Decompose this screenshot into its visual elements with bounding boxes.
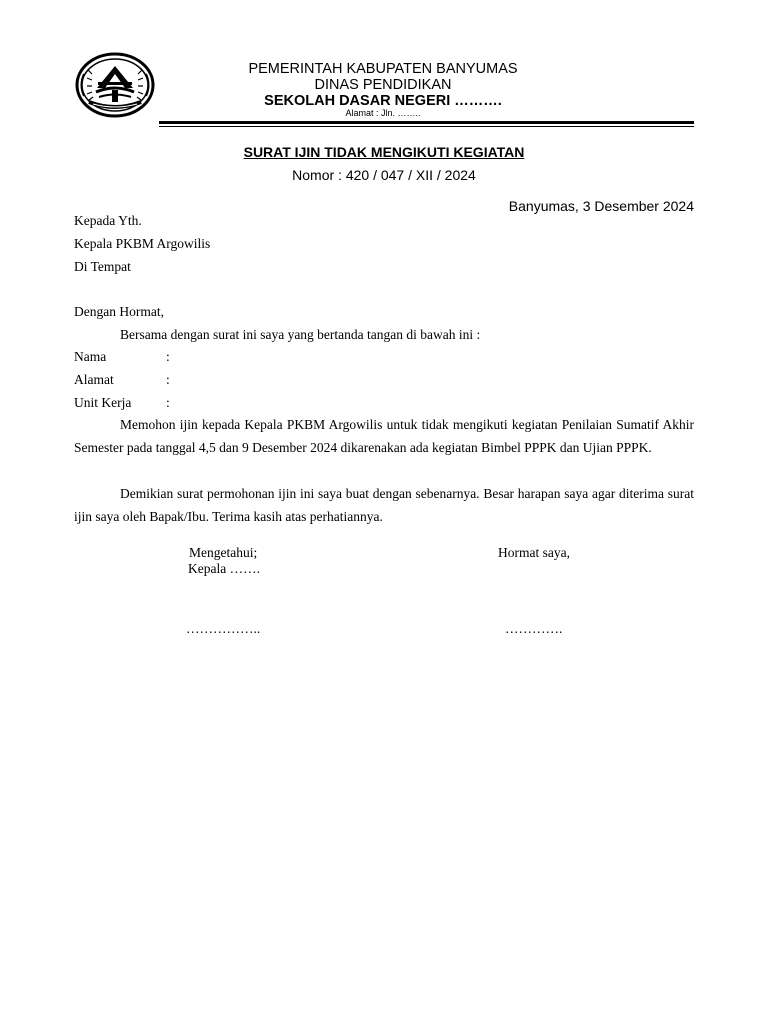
opening-sentence: Bersama dengan surat ini saya yang bertanda tangan di bawah ini : <box>120 327 481 342</box>
field-unit-kerja-label: Unit Kerja <box>74 395 132 410</box>
letterhead-government-name: PEMERINTAH KABUPATEN BANYUMAS <box>248 61 518 77</box>
principal-title: Kepala ……. <box>188 561 260 576</box>
letter-title: SURAT IJIN TIDAK MENGIKUTI KEGIATAN <box>243 144 525 160</box>
letter-place-date: Banyumas, 3 Desember 2024 <box>508 198 694 214</box>
field-alamat-label: Alamat <box>74 372 114 387</box>
principal-signature-name: …………….. <box>186 621 261 636</box>
field-nama-separator: : <box>166 349 170 364</box>
sender-signature-name: …………. <box>505 621 563 636</box>
recipient-line-1: Kepada Yth. <box>74 213 142 228</box>
banyumas-regency-emblem-icon <box>75 52 155 118</box>
letter-number: Nomor : 420 / 047 / XII / 2024 <box>292 167 476 183</box>
letterhead-school-name: SEKOLAH DASAR NEGERI ………. <box>264 93 502 109</box>
regards-label: Hormat saya, <box>498 545 570 560</box>
field-alamat-separator: : <box>166 372 170 387</box>
recipient-line-3: Di Tempat <box>74 259 131 274</box>
field-unit-kerja-separator: : <box>166 395 170 410</box>
letterhead-divider-thick <box>159 121 694 124</box>
field-unit-kerja <box>74 395 170 411</box>
letterhead-divider-thin <box>159 126 694 127</box>
salutation: Dengan Hormat, <box>74 304 164 319</box>
request-paragraph: Memohon ijin kepada Kepala PKBM Argowilis untuk tidak mengikuti kegiatan Penilaian Sumatif Akhir Semester pada tanggal 4,5 dan 9 Desember 2024 dikarenakan ada kegiatan Bimbel PPPK dan Ujian PPPK. <box>74 417 694 455</box>
field-nama <box>74 349 170 365</box>
field-alamat <box>74 372 170 388</box>
closing-paragraph: Demikian surat permohonan ijin ini saya buat dengan sebenarnya. Besar harapan saya agar diterima surat ijin saya oleh Bapak/Ibu. Terima kasih atas perhatiannya. <box>74 486 694 524</box>
field-nama-label: Nama <box>74 349 107 364</box>
acknowledgement-label: Mengetahui; <box>189 545 258 560</box>
recipient-line-2: Kepala PKBM Argowilis <box>74 236 211 251</box>
letterhead-agency-name: DINAS PENDIDIKAN <box>314 77 452 93</box>
letterhead-address: Alamat : Jln. …….. <box>345 108 421 118</box>
